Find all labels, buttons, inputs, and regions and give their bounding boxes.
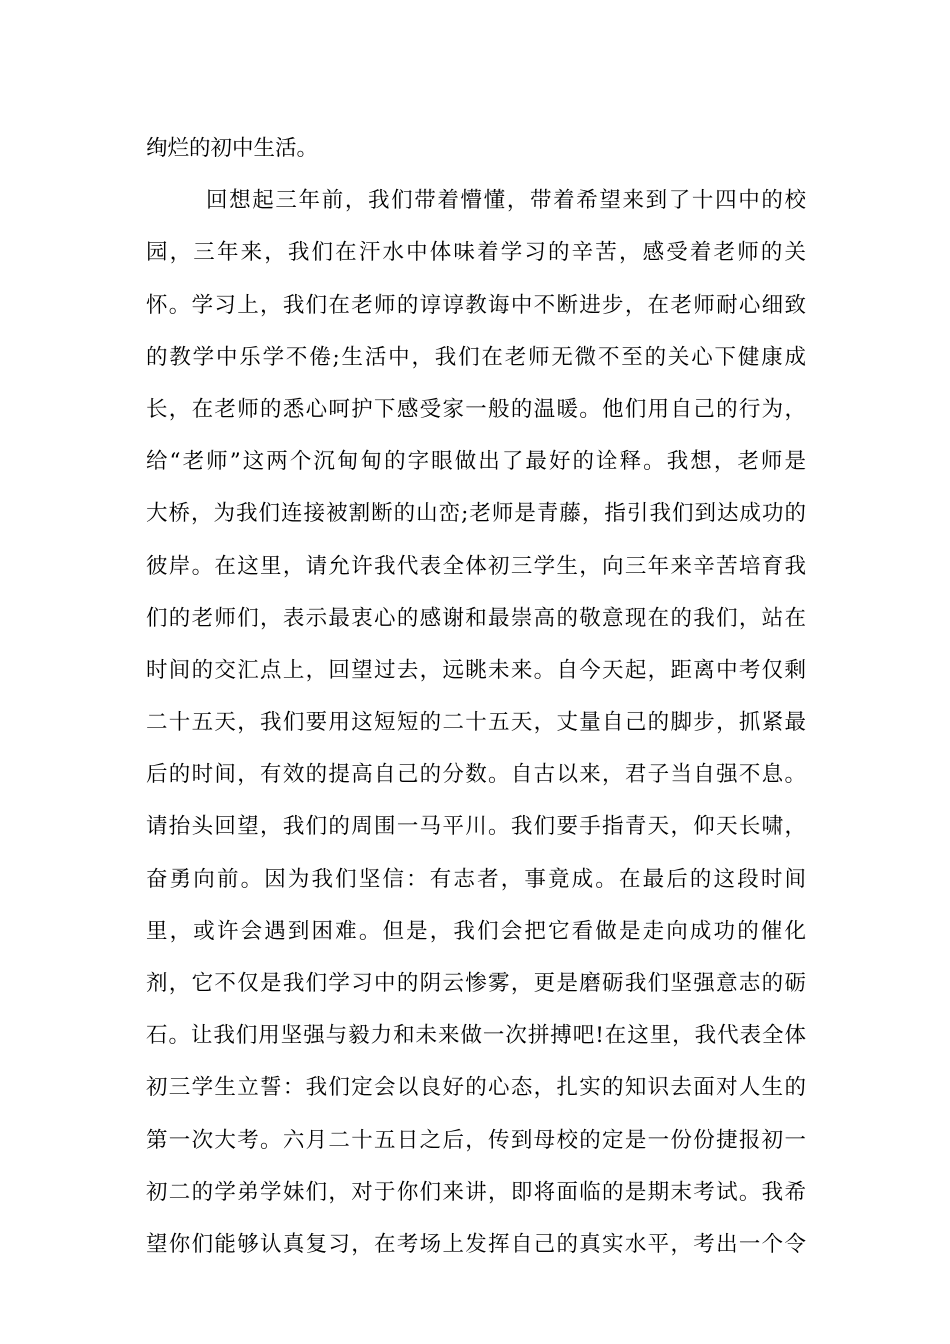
text-line: 给“老师”这两个沉甸甸的字眼做出了最好的诠释。我想，老师是 [146,449,806,475]
text-line: 初二的学弟学妹们，对于你们来讲，即将面临的是期末考试。我希 [146,1179,806,1205]
paragraph-first-line: 回想起三年前，我们带着懵懂，带着希望来到了十四中的校 [206,188,806,214]
text-line: 们的老师们，表示最衷心的感谢和最崇高的敬意现在的我们，站在 [146,605,806,631]
text-line: 园，三年来，我们在汗水中体味着学习的辛苦，感受着老师的关 [146,240,806,266]
text-line: 的教学中乐学不倦;生活中，我们在老师无微不至的关心下健康成 [146,344,806,370]
text-line: 望你们能够认真复习，在考场上发挥自己的真实水平，考出一个令 [146,1231,806,1257]
text-line: 奋勇向前。因为我们坚信：有志者，事竟成。在最后的这段时间 [146,866,806,892]
text-line: 第一次大考。六月二十五日之后，传到母校的定是一份份捷报初一 [146,1127,806,1153]
text-line: 彼岸。在这里，请允许我代表全体初三学生，向三年来辛苦培育我 [146,553,806,579]
body-text [146,129,806,1277]
text-line: 怀。学习上，我们在老师的谆谆教诲中不断进步，在老师耐心细致 [146,292,806,318]
text-line: 请抬头回望，我们的周围一马平川。我们要手指青天，仰天长啸， [146,814,806,840]
text-line: 初三学生立誓：我们定会以良好的心态，扎实的知识去面对人生的 [146,1075,806,1101]
text-line: 绚烂的初中生活。 [146,136,319,161]
text-line: 长，在老师的悉心呵护下感受家一般的温暖。他们用自己的行为， [146,396,806,422]
text-line: 里，或许会遇到困难。但是，我们会把它看做是走向成功的催化 [146,918,806,944]
text-line: 二十五天，我们要用这短短的二十五天，丈量自己的脚步，抓紧最 [146,710,806,736]
text-line: 石。让我们用坚强与毅力和未来做一次拼搏吧!在这里，我代表全体 [146,1023,806,1049]
text-line: 时间的交汇点上，回望过去，远眺未来。自今天起，距离中考仅剩 [146,657,806,683]
text-line: 大桥，为我们连接被割断的山峦;老师是青藤，指引我们到达成功的 [146,501,806,527]
text-line: 后的时间，有效的提高自己的分数。自古以来，君子当自强不息。 [146,762,806,788]
text-line: 剂，它不仅是我们学习中的阴云惨雾，更是磨砺我们坚强意志的砺 [146,971,806,996]
